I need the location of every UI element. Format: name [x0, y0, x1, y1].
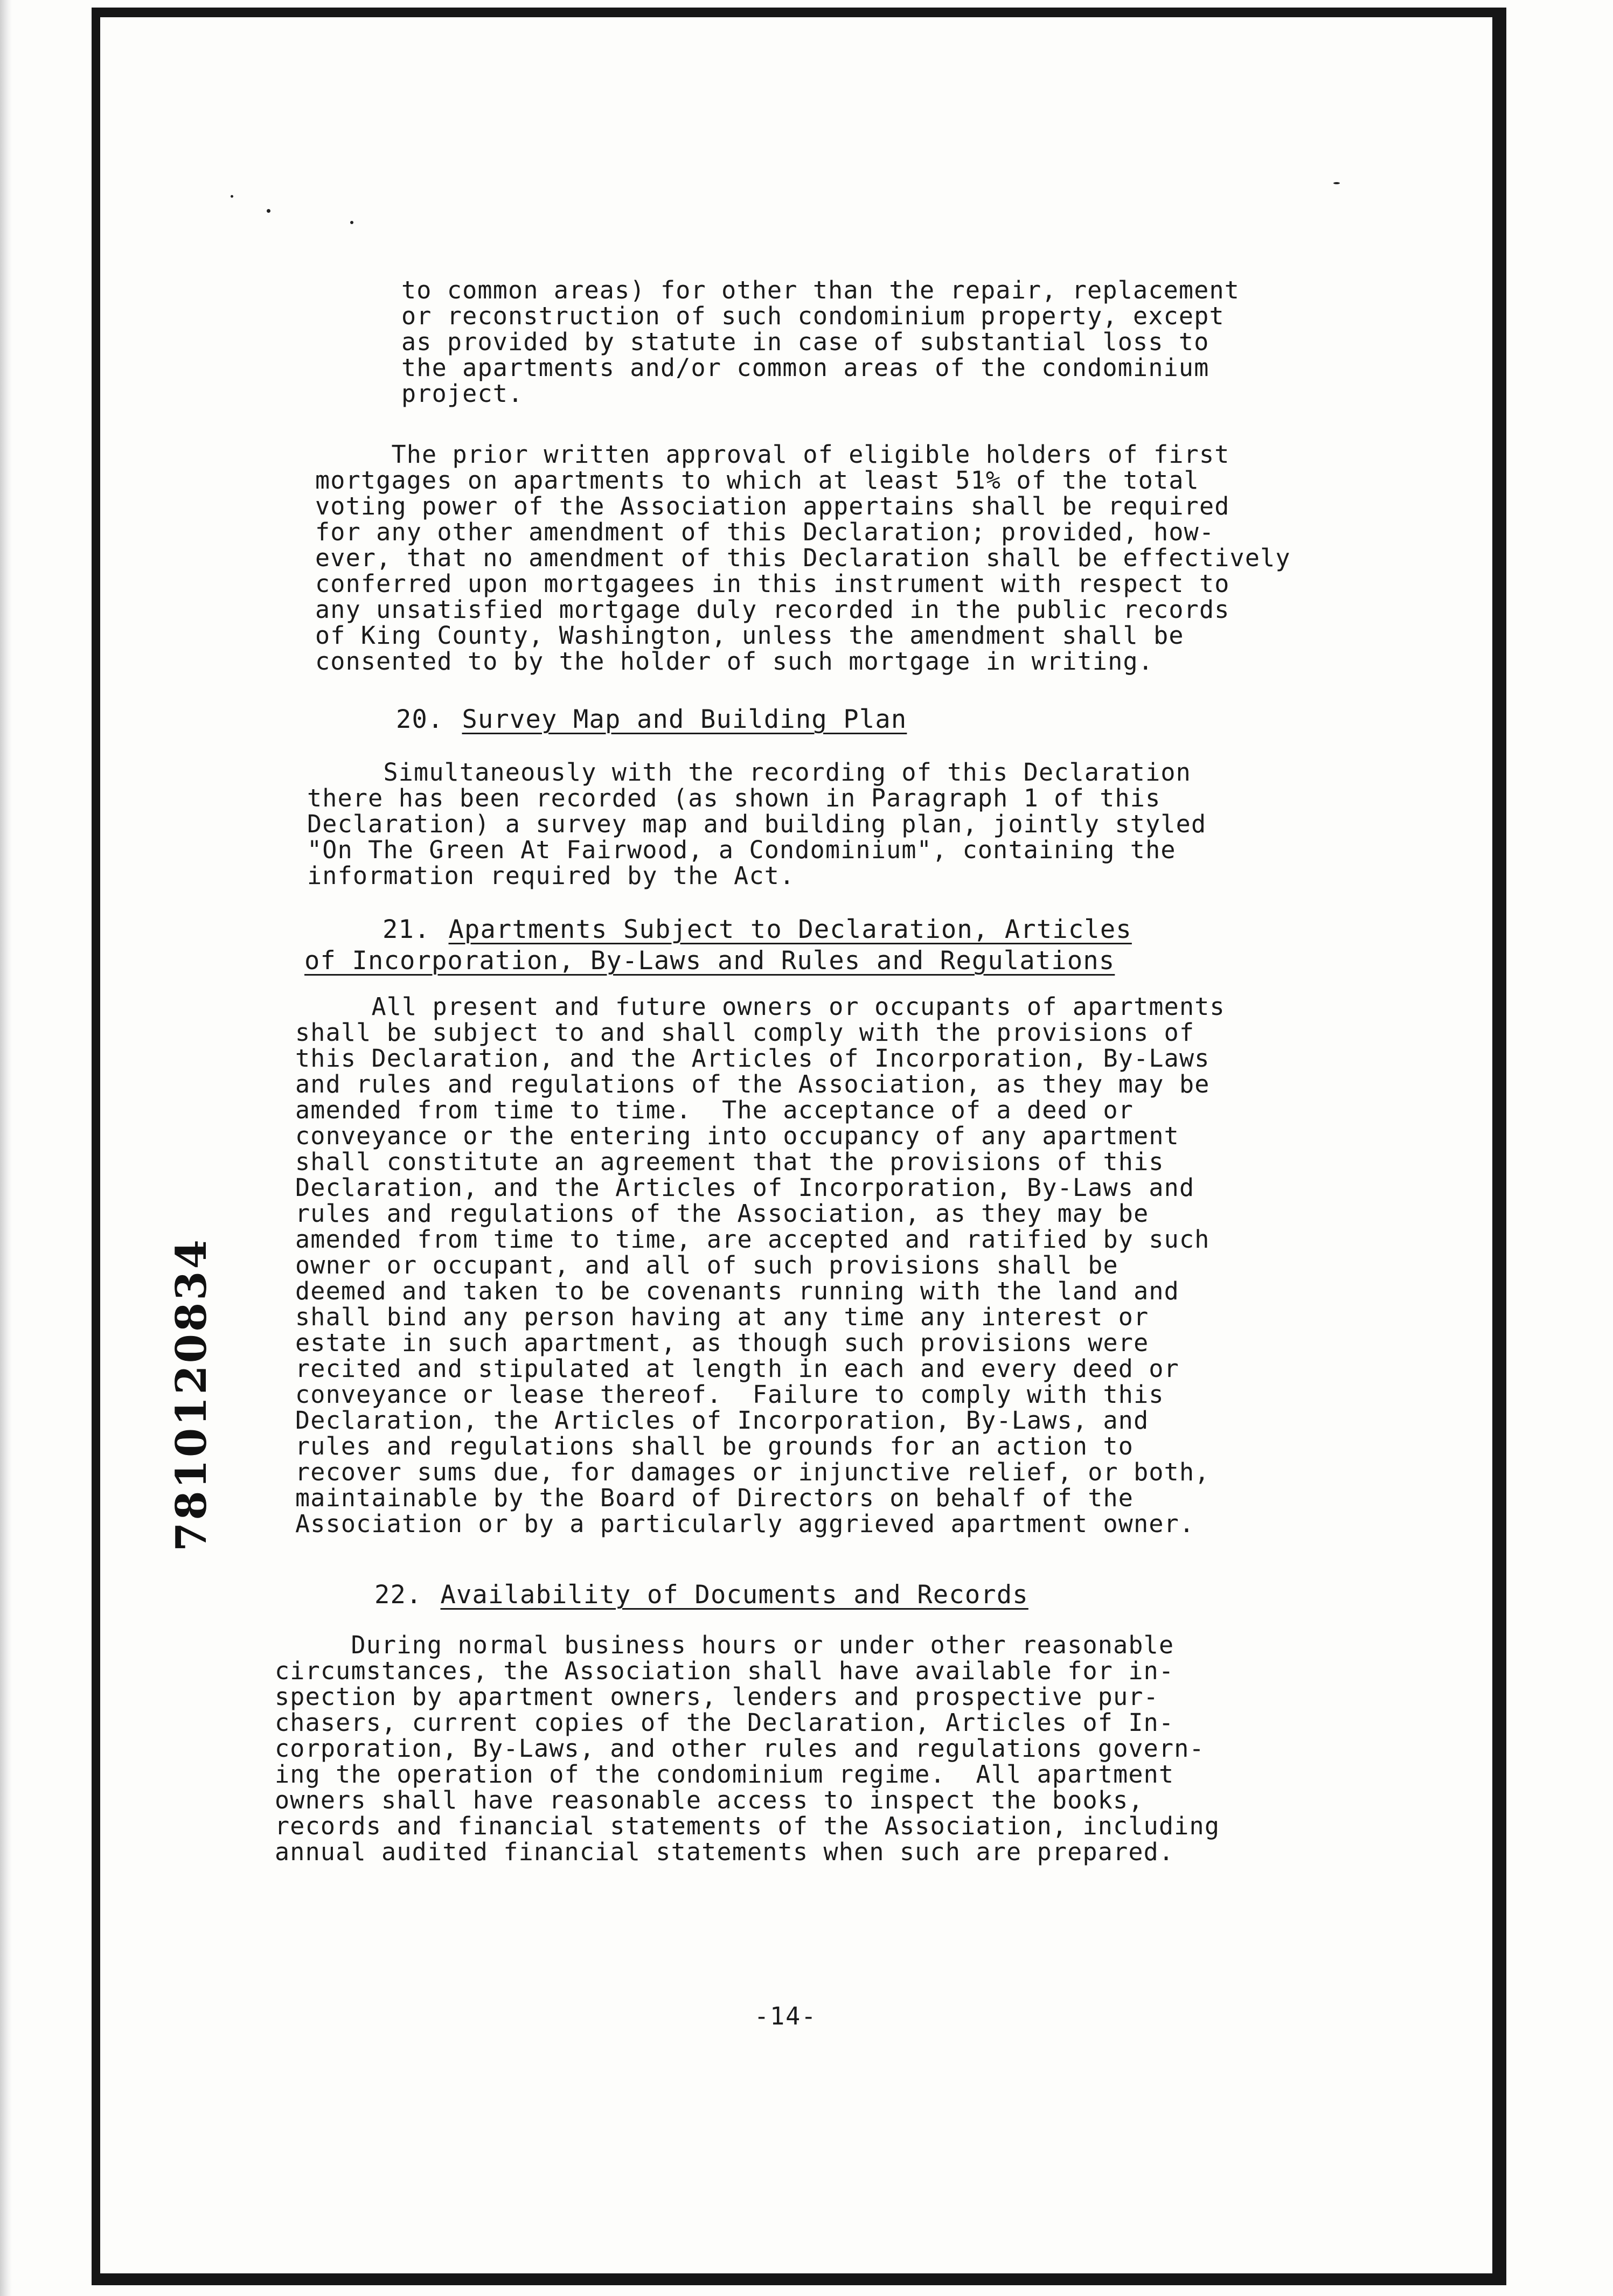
scan-speck [350, 221, 353, 224]
section-20-body: Simultaneously with the recording of this Declaration there has been recorded (as shown in Paragraph 1 of this Declaration) a survey map and building plan, jointly styled "On The Green At Fairwood, a Condominium", containing the information required by the Act. [307, 758, 1207, 890]
section-number: 20. [396, 705, 444, 734]
section-title: Survey Map and Building Plan [462, 705, 907, 734]
section-title: Availability of Documents and Records [440, 1580, 1028, 1610]
mortgagee-approval-paragraph: The prior written approval of eligible holders of first mortgages on apartments to which at least 51% of the total voting power of the Association appertains shall be required for any other amendment of this Declaration; provided, how- ever, that no amendment of this Declaration shall be effectively conferred upon mortgagees in this instrument with respect to any unsatisfied mortgage duly recorded in the public records of King County, Washington, unless the amendment shall be consented to by the holder of such mortgage in writing. [315, 440, 1291, 676]
section-22-body: During normal business hours or under other reasonable circumstances, the Association shall have available for in- spection by apartment owners, lenders and prospective pur- chasers, current copies of the Declaration, Articles of In- corporation, By-Laws, and other rules and regulations govern- ing the operation of the condominium regime. All apartment owners shall have reasonable access to inspect the books, records and financial statements of the Association, including annual audited financial statements when such are prepared. [275, 1631, 1220, 1866]
continuation-paragraph: to common areas) for other than the repair, replacement or reconstruction of such condominium property, except as provided by statute in case of substantial loss to the apartments and/or common areas of the condominium project. [401, 276, 1240, 408]
page-number: -14- [754, 2002, 817, 2030]
scan-edge-shadow [0, 0, 12, 2296]
section-number: 22. [374, 1580, 422, 1610]
section-21-body: All present and future owners or occupants of apartments shall be subject to and shall comply with the provisions of this Declaration, and the Articles of Incorporation, By-Laws and rules and regulations of the Association, as they may be amended from time to time. The acceptance of a deed or conveyance or the entering into occupancy of any apartment shall constitute an agreement that the provisions of this Declaration, and the Articles of Incorporation, By-Laws and rules and regulations of the Association, as they may be amended from time to time, are accepted and ratified by such owner or occupant, and all of such provisions shall be deemed and taken to be covenants running with the land and shall bind any person having at any time any interest or estate in such apartment, as though such provisions were recited and stipulated at length in each and every deed or conveyance or lease thereof. Failure to comply with this Declaration, the Articles of Incorporation, By-Laws, and rules and regulations shall be grounds for an action to recover sums due, for damages or injunctive relief, or both, maintainable by the Board of Directors on behalf of the Association or by a particularly aggrieved apartment owner. [295, 992, 1225, 1538]
recording-number-stamp: 7810120834 [167, 1237, 216, 1551]
section-title-continued: of Incorporation, By-Laws and Rules and Regulations [304, 946, 1115, 976]
scan-speck [231, 195, 233, 198]
section-21-heading [383, 916, 1132, 944]
section-21-heading-line2 [304, 947, 1115, 975]
section-20-heading [396, 706, 907, 734]
section-title: Apartments Subject to Declaration, Articles [448, 915, 1132, 944]
section-22-heading [374, 1581, 1028, 1609]
scan-speck [1333, 182, 1340, 184]
section-number: 21. [383, 915, 430, 944]
scan-speck [267, 209, 270, 213]
